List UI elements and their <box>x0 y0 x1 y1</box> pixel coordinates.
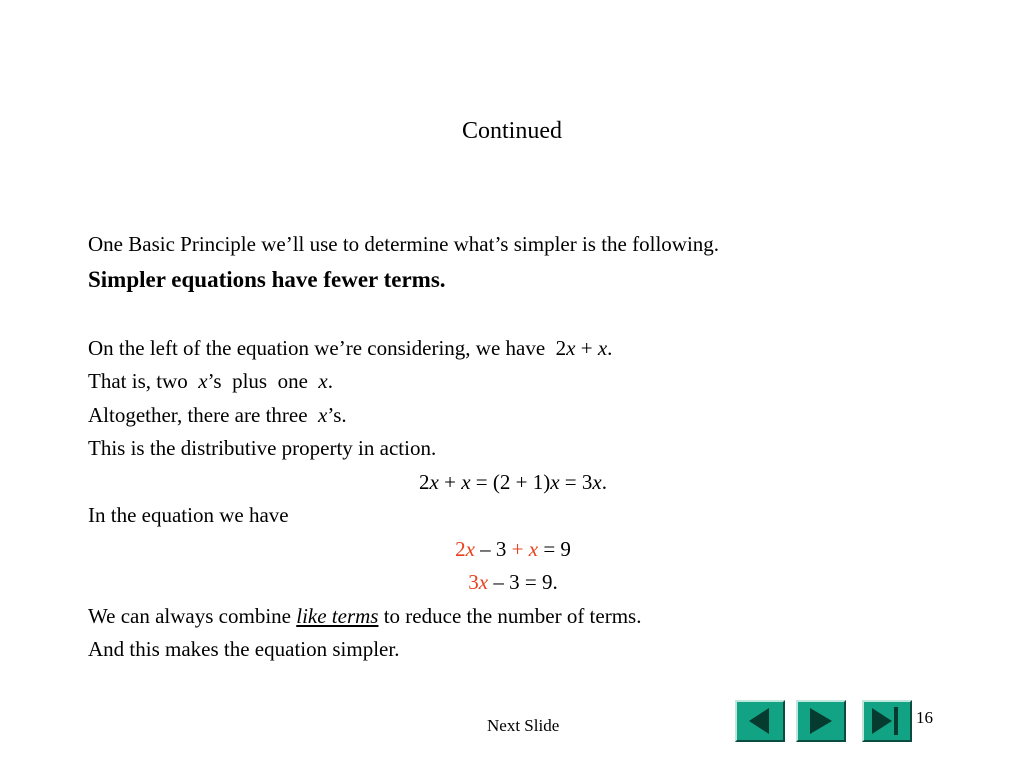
previous-slide-button[interactable] <box>735 700 785 742</box>
three-x-text <box>88 399 938 433</box>
eq1-x4: x <box>592 469 602 494</box>
equation-original <box>88 533 938 567</box>
eq1-x1: x <box>429 469 439 494</box>
three-var: x <box>318 402 328 427</box>
left-side-plus: + <box>575 335 598 360</box>
eq1-c: = (2 + 1) <box>470 469 551 494</box>
eq2-coef: 2 <box>455 536 466 561</box>
triangle-right-icon <box>798 702 844 740</box>
left-side-end: . <box>607 335 613 360</box>
next-slide-button[interactable] <box>796 700 846 742</box>
eq1-a: 2 <box>419 469 430 494</box>
spacer <box>88 298 938 332</box>
intro-text: One Basic Principle we’ll use to determine what’s simpler is the following. <box>88 232 720 256</box>
distributive-text: This is the distributive property in action. <box>88 436 437 460</box>
eq2-var: x <box>465 536 475 561</box>
in-equation-text: In the equation we have <box>88 503 289 527</box>
left-side-text <box>88 332 938 366</box>
left-side-var2: x <box>597 335 608 360</box>
two-x-var: x <box>198 369 208 393</box>
eq2-plus: + <box>511 536 529 561</box>
two-x-b: ’s plus one <box>207 369 319 393</box>
eq1-d: = 3 <box>559 469 593 494</box>
last-slide-button[interactable] <box>862 700 912 742</box>
eq2-minus: – 3 <box>474 536 512 561</box>
equation-distributive <box>88 466 938 500</box>
principle-text: Simpler equations have fewer terms. <box>88 266 446 292</box>
simpler-text: And this makes the equation simpler. <box>88 637 400 661</box>
three-b: ’s. <box>327 402 347 427</box>
three-a: Altogether, there are three <box>88 402 319 427</box>
two-x-var2: x <box>318 369 328 393</box>
eq2-rest: = 9 <box>538 536 571 561</box>
combine-b: to reduce the number of terms. <box>378 603 642 628</box>
left-side-coef: 2 <box>555 335 567 360</box>
two-x-a: That is, two <box>88 369 199 393</box>
two-x-end: . <box>327 369 333 393</box>
page-number: 16 <box>916 708 933 727</box>
triangle-left-icon <box>737 702 783 740</box>
eq1-b: + <box>438 469 462 494</box>
left-side-prefix: On the left of the equation we’re considering, we have <box>88 335 556 360</box>
equation-combined <box>88 566 938 600</box>
two-x-text <box>88 365 938 399</box>
like-terms-link[interactable]: like terms <box>296 603 379 628</box>
eq3-coef: 3 <box>468 570 479 594</box>
combine-a: We can always combine <box>88 603 297 628</box>
eq1-e: . <box>601 469 607 494</box>
eq3-rest: – 3 = 9. <box>488 570 558 594</box>
eq1-x2: x <box>461 469 471 494</box>
eq2-var2: x <box>528 536 539 561</box>
eq1-x3: x <box>550 469 560 494</box>
eq3-var: x <box>478 570 489 594</box>
combine-text <box>88 600 938 634</box>
skip-to-end-icon <box>864 702 910 740</box>
slide-body <box>88 228 938 667</box>
slide-title: Continued <box>462 118 562 144</box>
next-slide-link[interactable]: Next Slide <box>487 716 560 735</box>
left-side-var1: x <box>566 335 576 360</box>
